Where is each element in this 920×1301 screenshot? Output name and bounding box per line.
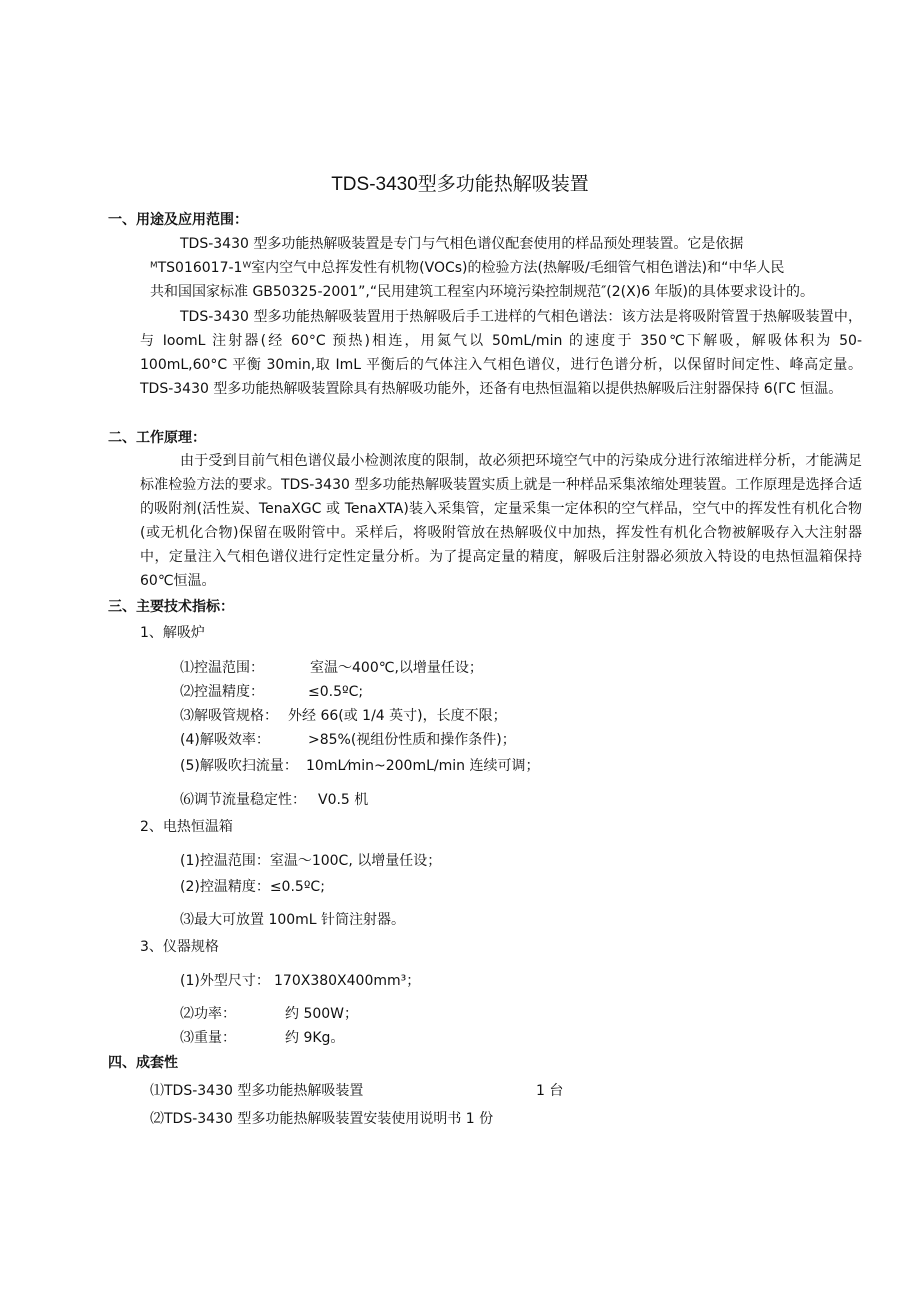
section-heading-usage: 一、用途及应用范围： — [108, 212, 248, 228]
usage-paragraph-2 — [140, 305, 862, 401]
spec-subheading-desorber: 1、解吸炉 — [140, 625, 205, 641]
spec-label: ⑶解吸管规格： — [180, 708, 278, 724]
spec-label: (4)解吸效率： — [180, 732, 270, 748]
spec-line: (1)控温范围：室温～100C, 以增量任设； — [180, 853, 442, 869]
spec-label: (5)解吸吹扫流量： — [180, 758, 298, 774]
usage-line-2: ᴹTS016017-1ᵂ室内空气中总挥发性有机物(VOCs)的检验方法(热解吸/毛细管气相色谱法)和“中华人民 — [150, 260, 785, 276]
spec-value: >85%(视组份性质和操作条件)； — [308, 732, 516, 748]
spec-value: 10mL⁄min~200mL/min 连续可调； — [306, 758, 540, 774]
usage-line-3: 共和国国家标准 GB50325-2001”,“民用建筑工程室内环境污染控制规范″(2(X)6 年版)的具体要求设计的。 — [150, 284, 815, 300]
spec-line: ⑶最大可放置 100mL 针筒注射器。 — [180, 912, 406, 928]
spec-value: 约 500W； — [285, 1006, 359, 1022]
spec-subheading-instrument: 3、仪器规格 — [140, 939, 219, 955]
spec-value: ≤0.5ºC; — [308, 684, 364, 700]
section-heading-specs: 三、主要技术指标： — [108, 599, 234, 615]
spec-label: ⑹调节流量稳定性： — [180, 792, 306, 808]
spec-line: (2)控温精度：≤0.5ºC; — [180, 879, 325, 895]
spec-label: ⑵功率： — [180, 1006, 236, 1022]
package-item-qty: 1 台 — [536, 1083, 564, 1099]
spec-label: ⑵控温精度： — [180, 684, 264, 700]
package-item-name: ⑴TDS-3430 型多功能热解吸装置 — [150, 1083, 364, 1099]
principle-paragraph — [140, 449, 862, 593]
usage-line-1: TDS-3430 型多功能热解吸装置是专门与气相色谱仪配套使用的样品预处理装置。它是依据 — [180, 236, 744, 252]
usage-paragraph-2-text: TDS-3430 型多功能热解吸装置用于热解吸后手工进样的气相色谱法：该方法是将吸附管置于热解吸装置中，与 IoomL 注射器(经 60°C 预热)相连，用氮气以 50mL/min 的速度于 350℃下解吸，解吸体积为 50-100mL,60°C 平衡 30min,取 ImL 平衡后的气体注入气相色谱仪，进行色谱分析，以保留时间定性、峰高定量。TDS-3430 型多功能热解吸装置除具有热解吸功能外，还备有电热恒温箱以提供热解吸后注射器保持 6(ΓC 恒温。 — [140, 309, 862, 397]
spec-value: 170X380X400mm³； — [274, 973, 421, 989]
section-heading-package: 四、成套性 — [108, 1055, 178, 1071]
document-title: TDS-3430型多功能热解吸装置 — [331, 174, 589, 195]
spec-value: 室温～400℃,以增量任设； — [310, 660, 483, 676]
principle-paragraph-text: 由于受到目前气相色谱仪最小检测浓度的限制，故必须把环境空气中的污染成分进行浓缩进样分析，才能满足标准检验方法的要求。TDS-3430 型多功能热解吸装置实质上就是一种样品采集浓缩处理装置。工作原理是选择合适的吸附剂(活性炭、TenaXGC 或 TenaXTA)装入采集管，定量采集一定体积的空气样品，空气中的挥发性有机化合物(或无机化合物)保留在吸附管中。采样后，将吸附管放在热解吸仪中加热，挥发性有机化合物被解吸存入大注射器中，定量注入气相色谱仪进行定性定量分析。为了提高定量的精度，解吸后注射器必须放入特设的电热恒温箱保持 60℃恒温。 — [140, 453, 862, 589]
spec-value: 外经 66(或 1/4 英寸)，长度不限； — [288, 708, 507, 724]
spec-subheading-oven: 2、电热恒温箱 — [140, 819, 233, 835]
spec-label: ⑴控温范围： — [180, 660, 264, 676]
spec-label: (1)外型尺寸： — [180, 973, 270, 989]
section-heading-principle: 二、工作原理： — [108, 430, 206, 446]
package-item-name: ⑵TDS-3430 型多功能热解吸装置安装使用说明书 1 份 — [150, 1111, 494, 1127]
spec-value: 约 9Kg。 — [285, 1030, 345, 1046]
spec-value: V0.5 机 — [318, 792, 369, 808]
spec-label: ⑶重量： — [180, 1030, 236, 1046]
